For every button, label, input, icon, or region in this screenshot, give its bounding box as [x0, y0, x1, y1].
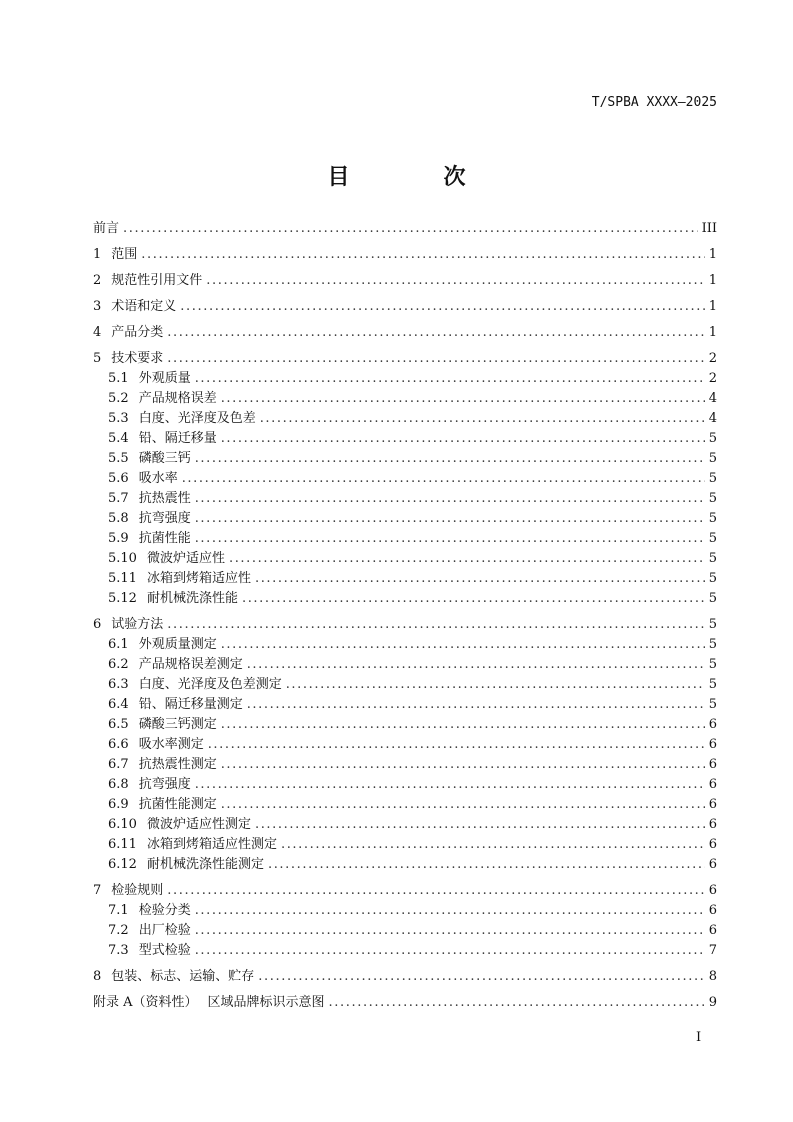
toc-entry-number: 5.7	[108, 491, 129, 506]
toc-dot-leader	[195, 921, 705, 941]
toc-entry-label: 白度、光泽度及色差	[138, 411, 256, 426]
toc-dot-leader	[195, 901, 705, 921]
toc-entry-page: III	[701, 221, 717, 236]
toc-entry-page: 5	[708, 677, 717, 692]
toc-entry-label: 吸水率	[138, 471, 178, 486]
toc-entry-number: 6.9	[108, 797, 129, 812]
toc-entry-label: 磷酸三钙	[138, 451, 191, 466]
toc-dot-leader	[195, 941, 705, 961]
toc-entry-page: 6	[708, 817, 717, 832]
toc-entry-page: 6	[708, 757, 717, 772]
toc-entry-page: 5	[708, 551, 717, 566]
toc-entry-number: 6.11	[108, 837, 137, 852]
toc-entry-number: 5.3	[108, 411, 129, 426]
toc-entry-label: 铅、隔迁移量测定	[138, 697, 243, 712]
toc-entry-label: 耐机械洗涤性能	[146, 591, 238, 606]
toc-entry[interactable]	[93, 695, 717, 715]
toc-dot-leader	[247, 655, 705, 675]
toc-entry-page: 6	[708, 923, 717, 938]
toc-entry-number: 7.1	[108, 903, 129, 918]
toc-entry-label: 冰箱到烤箱适应性测定	[146, 837, 277, 852]
toc-entry-page: 5	[708, 491, 717, 506]
toc-entry-label: 产品规格误差测定	[138, 657, 243, 672]
toc-entry[interactable]	[93, 775, 717, 795]
toc-entry-label: 范围	[111, 247, 138, 262]
toc-entry[interactable]	[93, 901, 717, 921]
toc-dot-leader	[167, 349, 704, 369]
toc-dot-leader	[180, 297, 704, 317]
toc-dot-leader	[195, 509, 705, 529]
toc-entry-label: 试验方法	[111, 617, 164, 632]
toc-entry[interactable]	[93, 615, 717, 635]
toc-dot-leader	[329, 993, 705, 1013]
toc-entry-label: 耐机械洗涤性能测定	[146, 857, 264, 872]
toc-entry[interactable]	[93, 589, 717, 609]
toc-entry-number: 6	[93, 617, 102, 632]
toc-entry-number: 6.5	[108, 717, 129, 732]
toc-entry-page: 6	[708, 797, 717, 812]
toc-dot-leader	[247, 695, 705, 715]
toc-entry[interactable]	[93, 855, 717, 875]
toc-entry[interactable]	[93, 569, 717, 589]
table-of-contents	[93, 219, 717, 1013]
toc-entry-page: 2	[708, 371, 717, 386]
toc-entry[interactable]	[93, 469, 717, 489]
toc-entry-page: 6	[708, 837, 717, 852]
toc-entry-page: 7	[708, 943, 717, 958]
toc-entry-page: 6	[708, 883, 717, 898]
toc-entry-page: 5	[708, 511, 717, 526]
toc-entry-number: 5.6	[108, 471, 129, 486]
toc-entry-number: 7.3	[108, 943, 129, 958]
toc-entry-label: 外观质量	[138, 371, 191, 386]
toc-entry[interactable]	[93, 967, 717, 987]
toc-entry[interactable]	[93, 369, 717, 389]
toc-entry-page: 5	[708, 591, 717, 606]
toc-entry-page: 1	[708, 247, 717, 262]
toc-dot-leader	[221, 755, 705, 775]
toc-entry-number: 8	[93, 969, 102, 984]
toc-dot-leader	[195, 369, 705, 389]
toc-entry-label: 抗菌性能测定	[138, 797, 217, 812]
toc-dot-leader	[182, 469, 705, 489]
toc-dot-leader	[208, 735, 705, 755]
toc-entry-number: 5.9	[108, 531, 129, 546]
toc-entry-label: 冰箱到烤箱适应性	[146, 571, 251, 586]
toc-entry-label: 区域品牌标识示意图	[207, 995, 325, 1010]
toc-dot-leader	[221, 429, 705, 449]
toc-entry[interactable]	[93, 349, 717, 369]
toc-entry-number: 5.4	[108, 431, 129, 446]
toc-dot-leader	[286, 675, 705, 695]
toc-dot-leader	[167, 323, 704, 343]
toc-entry-label: 外观质量测定	[138, 637, 217, 652]
toc-entry[interactable]	[93, 529, 717, 549]
toc-entry-label: 微波炉适应性	[146, 551, 225, 566]
toc-entry-page: 6	[708, 903, 717, 918]
toc-entry-label: 铅、隔迁移量	[138, 431, 217, 446]
toc-entry-page: 5	[708, 657, 717, 672]
toc-entry-page: 5	[708, 531, 717, 546]
toc-entry[interactable]	[93, 635, 717, 655]
toc-entry-page: 5	[708, 571, 717, 586]
toc-entry-page: 5	[708, 697, 717, 712]
toc-entry-label: 微波炉适应性测定	[146, 817, 251, 832]
toc-entry-page: 4	[708, 411, 717, 426]
toc-dot-leader	[141, 245, 704, 265]
toc-entry-page: 5	[708, 471, 717, 486]
toc-entry[interactable]	[93, 715, 717, 735]
toc-dot-leader	[167, 615, 704, 635]
toc-entry-number: 5.12	[108, 591, 137, 606]
toc-entry-number: 6.7	[108, 757, 129, 772]
toc-entry[interactable]	[93, 409, 717, 429]
toc-entry-number: 6.8	[108, 777, 129, 792]
toc-entry[interactable]	[93, 921, 717, 941]
toc-dot-leader	[268, 855, 705, 875]
toc-entry-number: 7.2	[108, 923, 129, 938]
toc-dot-leader	[260, 409, 705, 429]
toc-entry[interactable]	[93, 219, 717, 239]
toc-entry-page: 6	[708, 857, 717, 872]
toc-entry-number: 6.1	[108, 637, 129, 652]
toc-entry-label: 型式检验	[138, 943, 191, 958]
toc-dot-leader	[221, 715, 705, 735]
toc-entry-number: 附录 A（资料性）	[93, 995, 198, 1010]
toc-entry-label: 技术要求	[111, 351, 164, 366]
toc-entry-label: 抗热震性测定	[138, 757, 217, 772]
toc-entry-number: 5.5	[108, 451, 129, 466]
toc-entry-label: 检验规则	[111, 883, 164, 898]
toc-dot-leader	[281, 835, 705, 855]
toc-entry-number: 3	[93, 299, 102, 314]
toc-entry[interactable]	[93, 509, 717, 529]
toc-entry-label: 抗弯强度	[138, 777, 191, 792]
toc-entry-page: 5	[708, 451, 717, 466]
toc-entry-number: 6.12	[108, 857, 137, 872]
toc-entry-label: 前言	[93, 221, 120, 236]
toc-entry[interactable]	[93, 549, 717, 569]
toc-entry[interactable]	[93, 389, 717, 409]
toc-dot-leader	[195, 775, 705, 795]
toc-entry[interactable]	[93, 245, 717, 265]
toc-entry-number: 5	[93, 351, 102, 366]
toc-entry-label: 术语和定义	[111, 299, 177, 314]
toc-entry-number: 7	[93, 883, 102, 898]
toc-entry-page: 8	[708, 969, 717, 984]
toc-entry-label: 抗菌性能	[138, 531, 191, 546]
toc-entry[interactable]	[93, 815, 717, 835]
toc-entry[interactable]	[93, 655, 717, 675]
toc-entry-label: 白度、光泽度及色差测定	[138, 677, 282, 692]
toc-entry-number: 5.10	[108, 551, 137, 566]
toc-entry-page: 6	[708, 777, 717, 792]
toc-dot-leader	[195, 449, 705, 469]
toc-dot-leader	[221, 389, 705, 409]
toc-entry[interactable]	[93, 835, 717, 855]
toc-entry-page: 2	[708, 351, 717, 366]
toc-entry-number: 5.1	[108, 371, 129, 386]
toc-entry-label: 抗弯强度	[138, 511, 191, 526]
toc-entry-number: 2	[93, 273, 102, 288]
toc-entry-number: 1	[93, 247, 102, 262]
toc-entry-page: 6	[708, 717, 717, 732]
toc-entry-number: 6.10	[108, 817, 137, 832]
toc-entry[interactable]	[93, 755, 717, 775]
toc-entry-number: 4	[93, 325, 102, 340]
toc-entry-number: 5.2	[108, 391, 129, 406]
toc-entry-page: 5	[708, 637, 717, 652]
toc-dot-leader	[229, 549, 705, 569]
toc-entry-label: 产品分类	[111, 325, 164, 340]
toc-entry-label: 出厂检验	[138, 923, 191, 938]
toc-entry[interactable]	[93, 735, 717, 755]
toc-entry-number: 5.8	[108, 511, 129, 526]
toc-entry-page: 9	[708, 995, 717, 1010]
toc-entry-page: 5	[708, 617, 717, 632]
toc-dot-leader	[195, 529, 705, 549]
toc-entry-page: 1	[708, 273, 717, 288]
toc-entry[interactable]	[93, 323, 717, 343]
toc-entry[interactable]	[93, 489, 717, 509]
toc-entry-number: 6.4	[108, 697, 129, 712]
toc-entry-page: 4	[708, 391, 717, 406]
toc-entry-page: 1	[708, 299, 717, 314]
toc-entry[interactable]	[93, 795, 717, 815]
toc-entry-label: 包装、标志、运输、贮存	[111, 969, 255, 984]
toc-entry-label: 吸水率测定	[138, 737, 204, 752]
toc-title: 目 次	[327, 165, 502, 190]
toc-entry[interactable]	[93, 297, 717, 317]
toc-entry[interactable]	[93, 675, 717, 695]
standard-code: T/SPBA XXXX—2025	[591, 95, 717, 110]
toc-entry-label: 抗热震性	[138, 491, 191, 506]
toc-dot-leader	[206, 271, 704, 291]
toc-dot-leader	[123, 219, 698, 239]
toc-entry-number: 6.3	[108, 677, 129, 692]
toc-dot-leader	[221, 795, 705, 815]
toc-entry-label: 检验分类	[138, 903, 191, 918]
toc-dot-leader	[221, 635, 705, 655]
toc-entry[interactable]	[93, 429, 717, 449]
toc-entry-page: 1	[708, 325, 717, 340]
toc-entry-number: 5.11	[108, 571, 137, 586]
toc-entry[interactable]	[93, 271, 717, 291]
toc-entry-label: 磷酸三钙测定	[138, 717, 217, 732]
toc-dot-leader	[255, 569, 705, 589]
toc-entry[interactable]	[93, 449, 717, 469]
toc-entry[interactable]	[93, 941, 717, 961]
page-number: I	[696, 1030, 702, 1045]
toc-entry[interactable]	[93, 881, 717, 901]
toc-entry-page: 6	[708, 737, 717, 752]
toc-dot-leader	[195, 489, 705, 509]
toc-entry-number: 6.2	[108, 657, 129, 672]
toc-entry-number: 6.6	[108, 737, 129, 752]
toc-dot-leader	[258, 967, 704, 987]
toc-dot-leader	[255, 815, 705, 835]
toc-dot-leader	[167, 881, 704, 901]
toc-entry[interactable]	[93, 993, 717, 1013]
toc-entry-page: 5	[708, 431, 717, 446]
toc-entry-label: 产品规格误差	[138, 391, 217, 406]
toc-dot-leader	[242, 589, 705, 609]
toc-entry-label: 规范性引用文件	[111, 273, 203, 288]
